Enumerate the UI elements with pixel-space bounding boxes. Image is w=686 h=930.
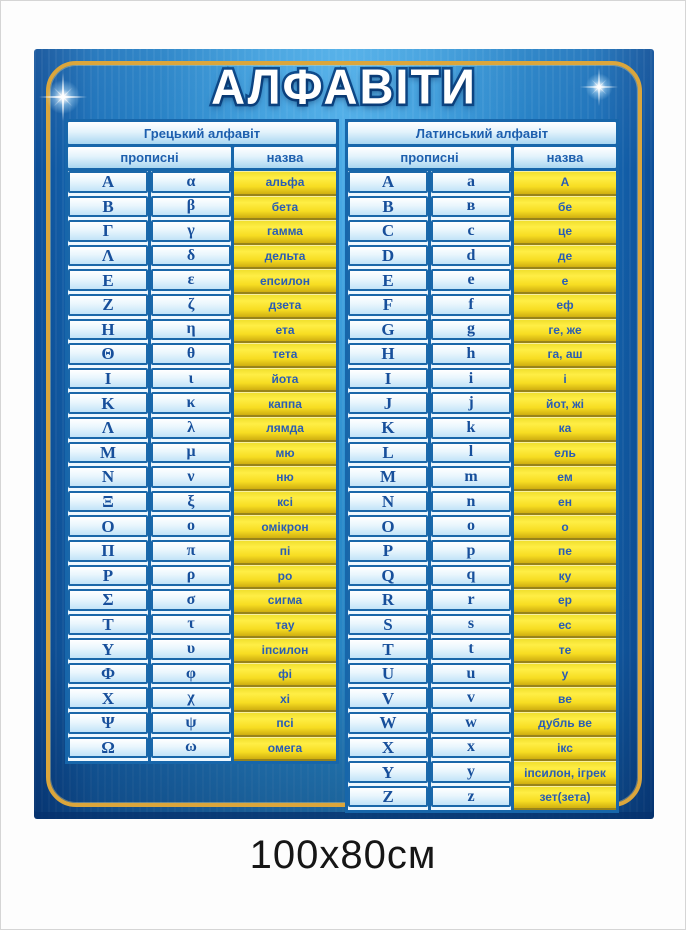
greek-lowercase-letter-cell: ξ [151,491,231,513]
latin-uppercase-letter-cell: R [348,589,428,611]
latin-uppercase-letter-cell: Z [348,786,428,808]
latin-lowercase-column [431,171,511,810]
latin-uppercase-letter-cell: E [348,269,428,291]
greek-lowercase-letter-cell: η [151,319,231,341]
greek-letter-name-cell: тау [234,614,336,639]
greek-lowercase-letter-cell: κ [151,392,231,414]
greek-name-column [234,171,336,761]
latin-uppercase-letter-cell: M [348,466,428,488]
latin-uppercase-letter-cell: U [348,663,428,685]
latin-lowercase-letter-cell: r [431,589,511,611]
latin-letter-name-cell: ікс [514,737,616,762]
greek-letter-name-cell: дзета [234,294,336,319]
greek-uppercase-letter-cell: Ξ [68,491,148,513]
latin-uppercase-letter-cell: T [348,638,428,660]
latin-uppercase-letter-cell: Y [348,761,428,783]
greek-uppercase-letter-cell: Π [68,540,148,562]
latin-lowercase-letter-cell: i [431,368,511,390]
greek-uppercase-letter-cell: Ψ [68,712,148,734]
greek-lowercase-letter-cell: γ [151,220,231,242]
greek-uppercase-letter-cell: Ι [68,368,148,390]
latin-uppercase-letter-cell: B [348,196,428,218]
latin-uppercase-letter-cell: D [348,245,428,267]
greek-lowercase-letter-cell: β [151,196,231,218]
greek-letter-name-cell: хі [234,687,336,712]
latin-uppercase-letter-cell: V [348,687,428,709]
latin-alphabet-table [345,119,619,813]
greek-uppercase-letter-cell: Γ [68,220,148,242]
latin-letter-name-cell: ес [514,614,616,639]
greek-lowercase-letter-cell: φ [151,663,231,685]
latin-letter-name-cell: га, аш [514,343,616,368]
greek-uppercase-letter-cell: Λ [68,417,148,439]
latin-uppercase-letter-cell: O [348,515,428,537]
latin-letter-name-cell: де [514,245,616,270]
alphabet-tables [65,119,619,813]
latin-letter-name-cell: о [514,515,616,540]
latin-letter-name-cell: пе [514,540,616,565]
latin-name-column [514,171,616,810]
latin-letter-name-cell: ве [514,687,616,712]
latin-letter-name-cell: ку [514,565,616,590]
greek-lowercase-letter-cell: μ [151,442,231,464]
latin-lowercase-letter-cell: x [431,737,511,759]
greek-letter-name-cell: сигма [234,589,336,614]
greek-uppercase-letter-cell: Υ [68,638,148,660]
greek-letter-name-cell: ксі [234,491,336,516]
greek-uppercase-letter-cell: Ν [68,466,148,488]
latin-lowercase-letter-cell: j [431,392,511,414]
latin-lowercase-letter-cell: l [431,442,511,464]
greek-lowercase-letter-cell: ω [151,737,231,759]
latin-lowercase-letter-cell: o [431,515,511,537]
latin-table-header: Латинський алфавіт [348,122,616,144]
greek-lowercase-letter-cell: δ [151,245,231,267]
greek-uppercase-letter-cell: Α [68,171,148,193]
latin-lowercase-letter-cell: e [431,269,511,291]
greek-letter-name-cell: йота [234,368,336,393]
latin-letter-name-cell: ге, же [514,319,616,344]
greek-uppercase-letter-cell: Ω [68,737,148,759]
latin-uppercase-letter-cell: C [348,220,428,242]
latin-lowercase-letter-cell: y [431,761,511,783]
greek-lowercase-column [151,171,231,761]
greek-uppercase-letter-cell: Τ [68,614,148,636]
greek-letters-column-header: прописні [68,147,231,168]
alphabet-poster [34,49,654,819]
latin-lowercase-letter-cell: w [431,712,511,734]
greek-table-body [68,171,336,761]
greek-letter-name-cell: епсилон [234,269,336,294]
latin-letter-name-cell: ем [514,466,616,491]
greek-lowercase-letter-cell: ε [151,269,231,291]
latin-letter-name-cell: А [514,171,616,196]
latin-letter-name-cell: у [514,663,616,688]
greek-lowercase-letter-cell: ν [151,466,231,488]
greek-lowercase-letter-cell: χ [151,687,231,709]
latin-letter-name-cell: це [514,220,616,245]
latin-lowercase-letter-cell: s [431,614,511,636]
latin-table-body [348,171,616,810]
latin-uppercase-column [348,171,428,810]
greek-lowercase-letter-cell: ζ [151,294,231,316]
latin-letter-name-cell: дубль ве [514,712,616,737]
greek-letter-name-cell: альфа [234,171,336,196]
latin-lowercase-letter-cell: p [431,540,511,562]
latin-uppercase-letter-cell: P [348,540,428,562]
latin-letter-name-cell: і [514,368,616,393]
sparkle-icon [580,68,618,106]
latin-uppercase-letter-cell: K [348,417,428,439]
latin-lowercase-letter-cell: t [431,638,511,660]
greek-letter-name-cell: ро [234,565,336,590]
greek-uppercase-letter-cell: Χ [68,687,148,709]
greek-lowercase-letter-cell: ο [151,515,231,537]
latin-letter-name-cell: зет(зета) [514,786,616,811]
greek-uppercase-letter-cell: Ο [68,515,148,537]
latin-letter-name-cell: те [514,638,616,663]
latin-subheader-row [348,147,616,168]
latin-letter-name-cell: ель [514,442,616,467]
greek-uppercase-letter-cell: Ζ [68,294,148,316]
greek-lowercase-letter-cell: λ [151,417,231,439]
latin-uppercase-letter-cell: A [348,171,428,193]
greek-subheader-row [68,147,336,168]
poster-size-label: 100x80см [249,833,437,877]
latin-uppercase-letter-cell: G [348,319,428,341]
greek-letter-name-cell: дельта [234,245,336,270]
greek-uppercase-letter-cell: Θ [68,343,148,365]
latin-lowercase-letter-cell: f [431,294,511,316]
latin-uppercase-letter-cell: N [348,491,428,513]
greek-uppercase-letter-cell: Ε [68,269,148,291]
latin-lowercase-letter-cell: m [431,466,511,488]
greek-letter-name-cell: бета [234,196,336,221]
greek-uppercase-letter-cell: Φ [68,663,148,685]
greek-alphabet-table [65,119,339,764]
latin-lowercase-letter-cell: c [431,220,511,242]
greek-letter-name-cell: пі [234,540,336,565]
latin-lowercase-letter-cell: n [431,491,511,513]
latin-lowercase-letter-cell: d [431,245,511,267]
greek-letter-name-cell: псі [234,712,336,737]
greek-uppercase-column [68,171,148,761]
latin-letters-column-header: прописні [348,147,511,168]
latin-letter-name-cell: бе [514,196,616,221]
latin-lowercase-letter-cell: a [431,171,511,193]
latin-uppercase-letter-cell: J [348,392,428,414]
latin-uppercase-letter-cell: I [348,368,428,390]
latin-lowercase-letter-cell: k [431,417,511,439]
poster-title: АЛФАВІТИ [211,58,477,115]
greek-lowercase-letter-cell: ι [151,368,231,390]
sparkle-icon [39,73,87,121]
latin-lowercase-letter-cell: v [431,687,511,709]
greek-lowercase-letter-cell: υ [151,638,231,660]
latin-lowercase-letter-cell: в [431,196,511,218]
latin-letter-name-cell: е [514,269,616,294]
greek-uppercase-letter-cell: Σ [68,589,148,611]
greek-letter-name-cell: гамма [234,220,336,245]
greek-lowercase-letter-cell: θ [151,343,231,365]
greek-lowercase-letter-cell: π [151,540,231,562]
greek-letter-name-cell: омікрон [234,515,336,540]
greek-letter-name-cell: лямда [234,417,336,442]
latin-uppercase-letter-cell: S [348,614,428,636]
greek-letter-name-cell: омега [234,737,336,762]
latin-letter-name-cell: ер [514,589,616,614]
greek-lowercase-letter-cell: ρ [151,565,231,587]
latin-letter-name-cell: еф [514,294,616,319]
greek-letter-name-cell: каппа [234,392,336,417]
latin-uppercase-letter-cell: H [348,343,428,365]
latin-letter-name-cell: ка [514,417,616,442]
greek-letter-name-cell: ню [234,466,336,491]
latin-lowercase-letter-cell: u [431,663,511,685]
greek-lowercase-letter-cell: ψ [151,712,231,734]
greek-name-column-header: назва [234,147,336,168]
greek-uppercase-letter-cell: Ρ [68,565,148,587]
latin-letter-name-cell: йот, жі [514,392,616,417]
latin-name-column-header: назва [514,147,616,168]
greek-table-header: Грецький алфавіт [68,122,336,144]
latin-uppercase-letter-cell: Q [348,565,428,587]
latin-lowercase-letter-cell: g [431,319,511,341]
greek-letter-name-cell: мю [234,442,336,467]
greek-letter-name-cell: ета [234,319,336,344]
latin-uppercase-letter-cell: X [348,737,428,759]
latin-lowercase-letter-cell: h [431,343,511,365]
greek-uppercase-letter-cell: Η [68,319,148,341]
latin-uppercase-letter-cell: L [348,442,428,464]
greek-uppercase-letter-cell: Κ [68,392,148,414]
latin-letter-name-cell: іпсилон, ігрек [514,761,616,786]
greek-letter-name-cell: тета [234,343,336,368]
greek-uppercase-letter-cell: Β [68,196,148,218]
greek-letter-name-cell: іпсилон [234,638,336,663]
greek-uppercase-letter-cell: Μ [68,442,148,464]
latin-uppercase-letter-cell: F [348,294,428,316]
greek-lowercase-letter-cell: α [151,171,231,193]
greek-lowercase-letter-cell: σ [151,589,231,611]
latin-lowercase-letter-cell: q [431,565,511,587]
greek-letter-name-cell: фі [234,663,336,688]
latin-letter-name-cell: ен [514,491,616,516]
greek-lowercase-letter-cell: τ [151,614,231,636]
latin-lowercase-letter-cell: z [431,786,511,808]
greek-uppercase-letter-cell: Λ [68,245,148,267]
latin-uppercase-letter-cell: W [348,712,428,734]
